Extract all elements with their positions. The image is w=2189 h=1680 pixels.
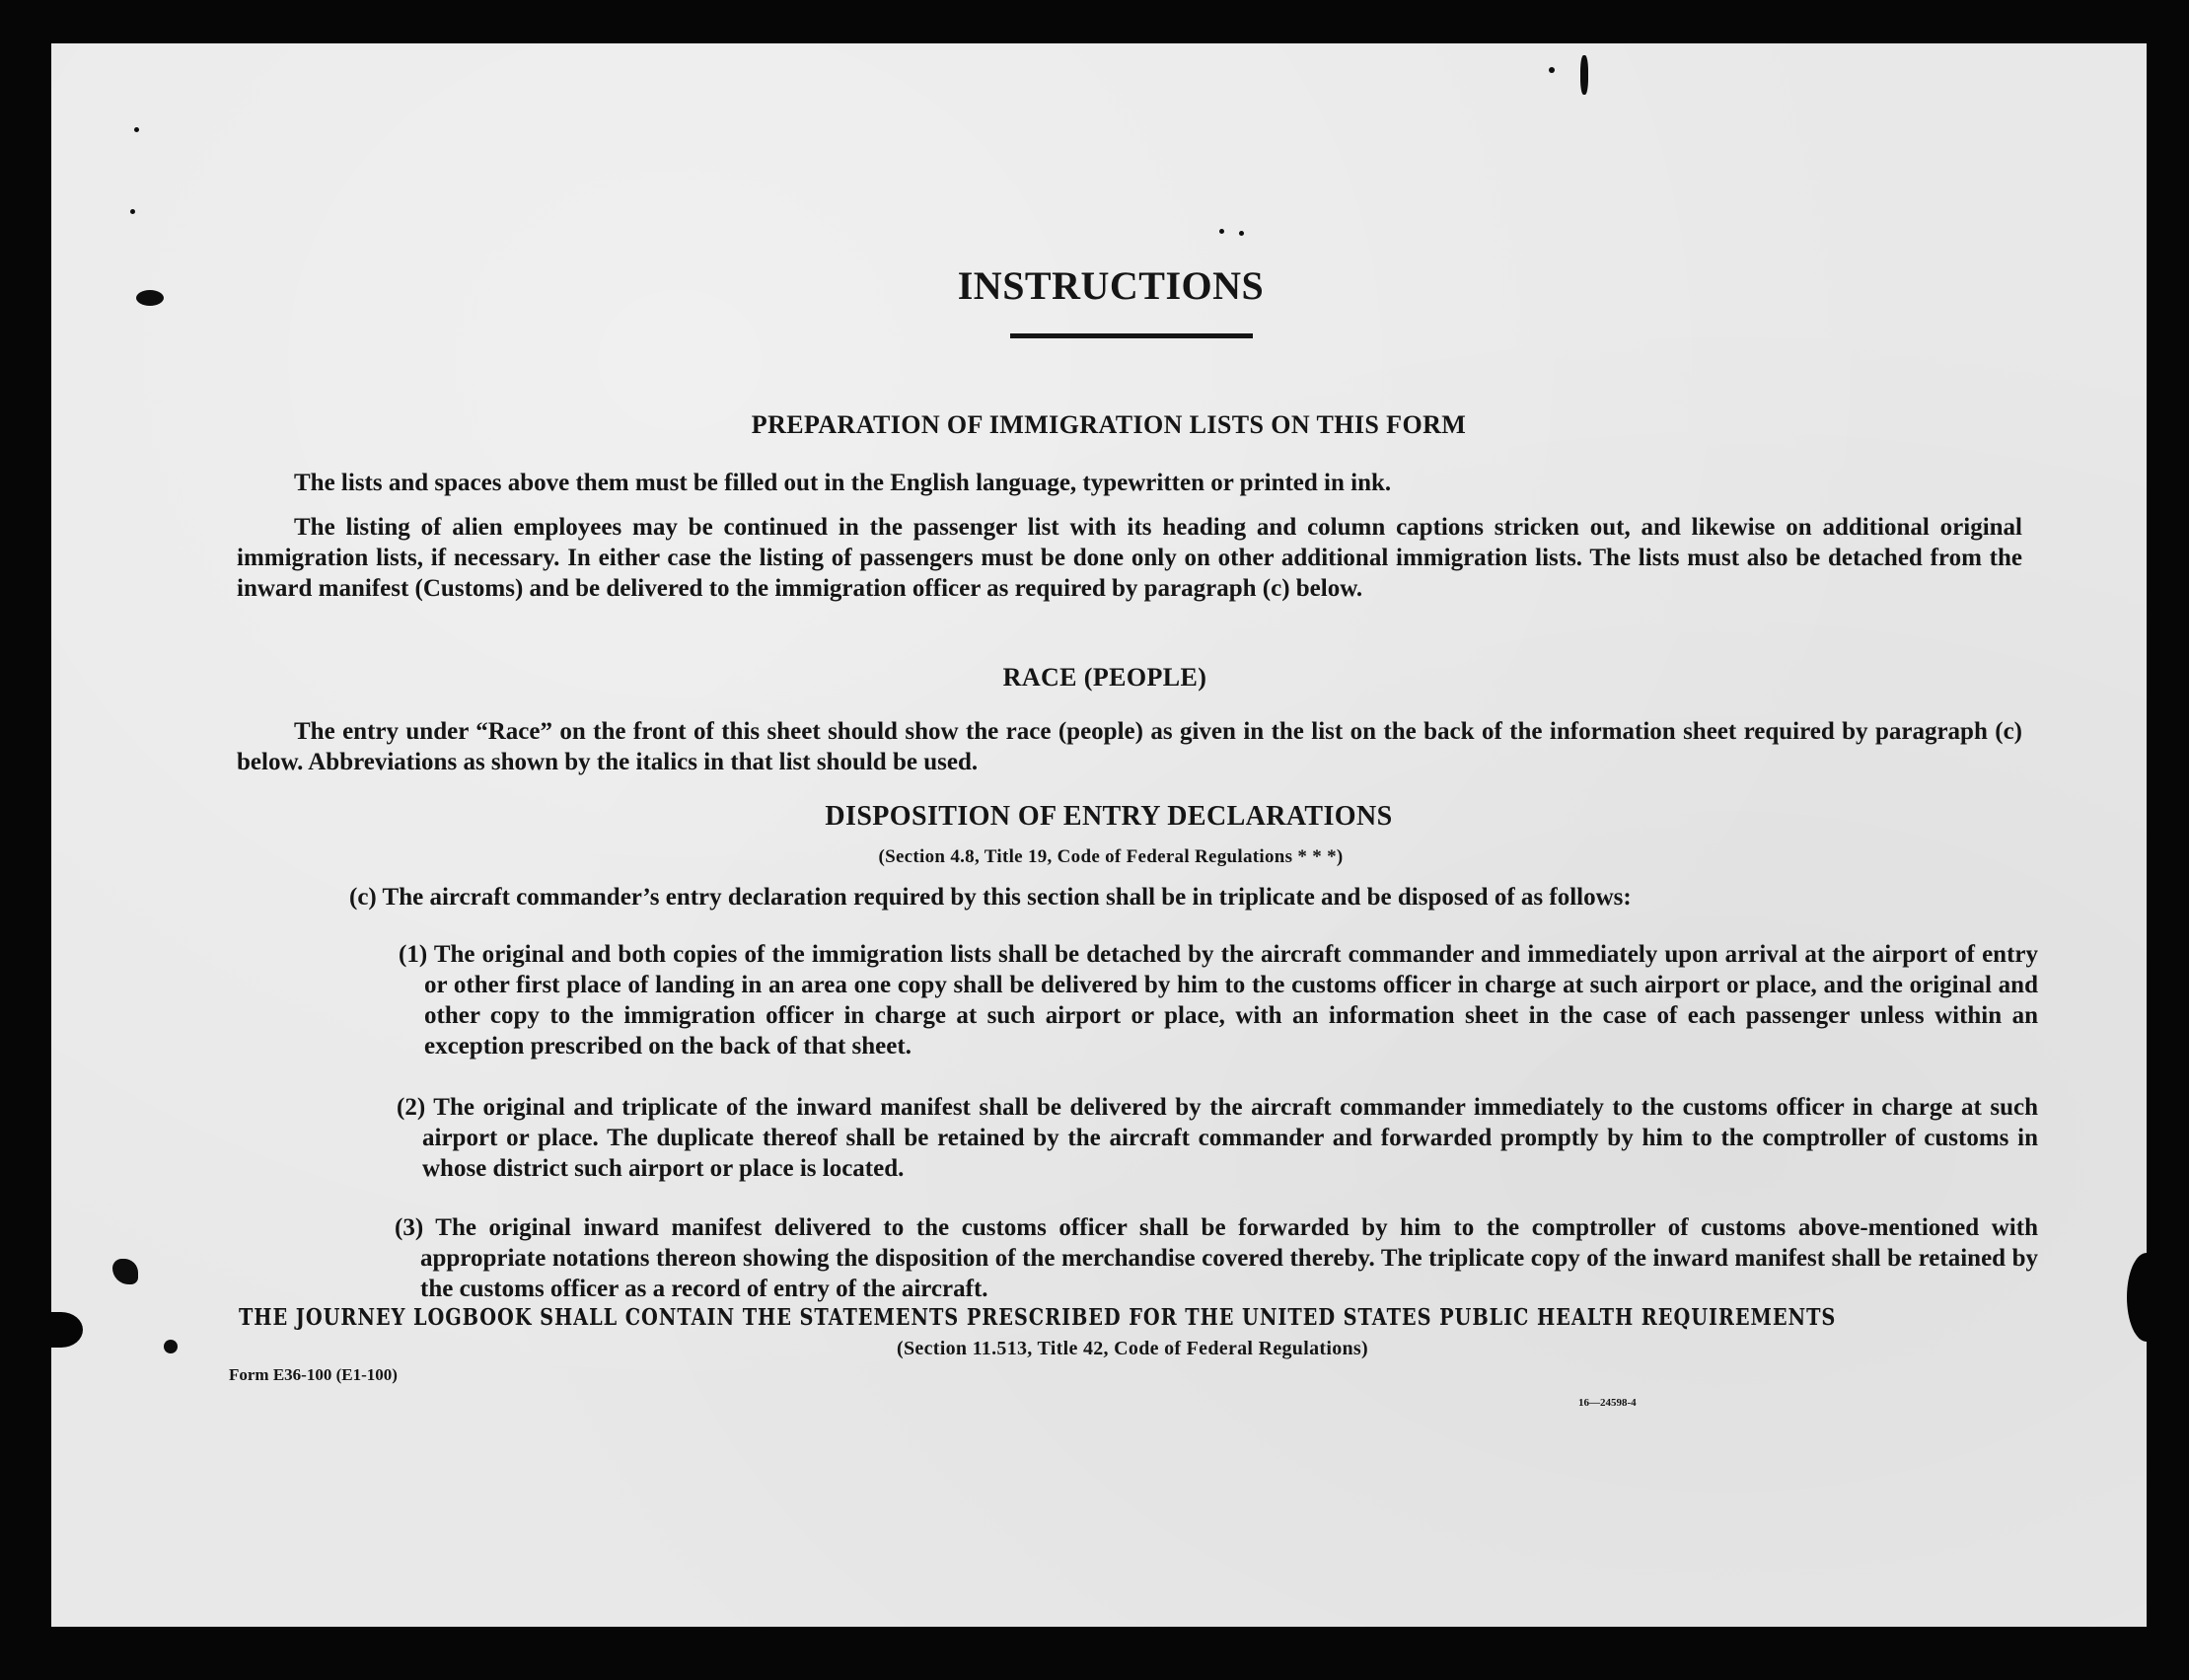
item-text: The original inward manifest delivered to the customs officer shall be forwarded by him to the comptroller of customs above-mentioned with appropriate notations thereon showing the disposition of the merchandise covered thereby. The triplicate copy of the inward manifest shall be retained by the customs officer as a record of entry of the aircraft. <box>420 1214 2038 1302</box>
ink-blot <box>164 1340 178 1353</box>
ink-blot <box>1239 231 1244 236</box>
preparation-paragraph-1: The lists and spaces above them must be filled out in the English language, typewritten or printed in ink. <box>294 470 1392 496</box>
public-health-citation: (Section 11.513, Title 42, Code of Federal Regulations) <box>897 1338 1368 1359</box>
item-number: (3) <box>395 1214 424 1241</box>
print-code: 16—24598-4 <box>1578 1397 1637 1409</box>
ink-blot <box>134 127 139 132</box>
form-number: Form E36-100 (E1-100) <box>229 1365 398 1384</box>
disposition-intro: (c) The aircraft commander’s entry declaration required by this section shall be in triplicate and be disposed of as follows: <box>349 884 1632 911</box>
disposition-citation: (Section 4.8, Title 19, Code of Federal Regulations * * *) <box>878 846 1344 867</box>
item-number: (1) <box>399 941 428 968</box>
title-underline <box>1010 333 1253 338</box>
disposition-heading: DISPOSITION OF ENTRY DECLARATIONS <box>825 801 1393 832</box>
ink-blot <box>136 290 164 306</box>
ink-blot <box>130 209 135 214</box>
race-paragraph: The entry under “Race” on the front of this sheet should show the race (people) as given in the list on the back of the information sheet required by paragraph (c) below. Abbreviations as shown by the italics in that list should be used. <box>237 718 2022 775</box>
item-number: (2) <box>397 1094 426 1121</box>
race-heading: RACE (PEOPLE) <box>1002 663 1207 692</box>
edge-tear <box>39 1312 83 1348</box>
paper-sheet <box>51 43 2147 1627</box>
ink-blot <box>1219 229 1224 234</box>
public-health-statement: THE JOURNEY LOGBOOK SHALL CONTAIN THE STATEMENTS PRESCRIBED FOR THE UNITED STATES PUBLIC HEALTH REQUIREMENTS <box>239 1304 1837 1331</box>
edge-tear <box>2127 1253 2166 1342</box>
page-title: INSTRUCTIONS <box>957 263 1265 308</box>
disposition-item-3 <box>395 1212 2038 1304</box>
ink-blot <box>1580 55 1588 95</box>
item-text: The original and triplicate of the inward manifest shall be delivered by the aircraft commander immediately to the customs officer in charge at such airport or place. The duplicate thereof shall be retained by the aircraft commander and forwarded promptly by him to the comptroller of customs in whose district such airport or place is located. <box>422 1094 2038 1182</box>
preparation-paragraph-2: The listing of alien employees may be continued in the passenger list with its heading and column captions stricken out, and likewise on additional original immigration lists, if necessary. In either case the listing of passengers must be done only on other additional immigration lists. The lists must also be detached from the inward manifest (Customs) and be delivered to the immigration officer as required by paragraph (c) below. <box>237 514 2022 602</box>
ink-blot <box>1549 67 1555 73</box>
item-text: The original and both copies of the immigration lists shall be detached by the aircraft commander and immediately upon arrival at the airport of entry or other first place of landing in an area one copy shall be delivered by him to the customs officer in charge at such airport or place, and the original and other copy to the immigration officer in charge at such airport or place, with an information sheet in the case of each passenger unless within an exception prescribed on the back of that sheet. <box>424 941 2038 1059</box>
disposition-item-1 <box>399 939 2038 1061</box>
instructions-content <box>51 43 2147 1627</box>
disposition-item-2 <box>397 1092 2038 1184</box>
preparation-heading: PREPARATION OF IMMIGRATION LISTS ON THIS FORM <box>751 410 1467 439</box>
